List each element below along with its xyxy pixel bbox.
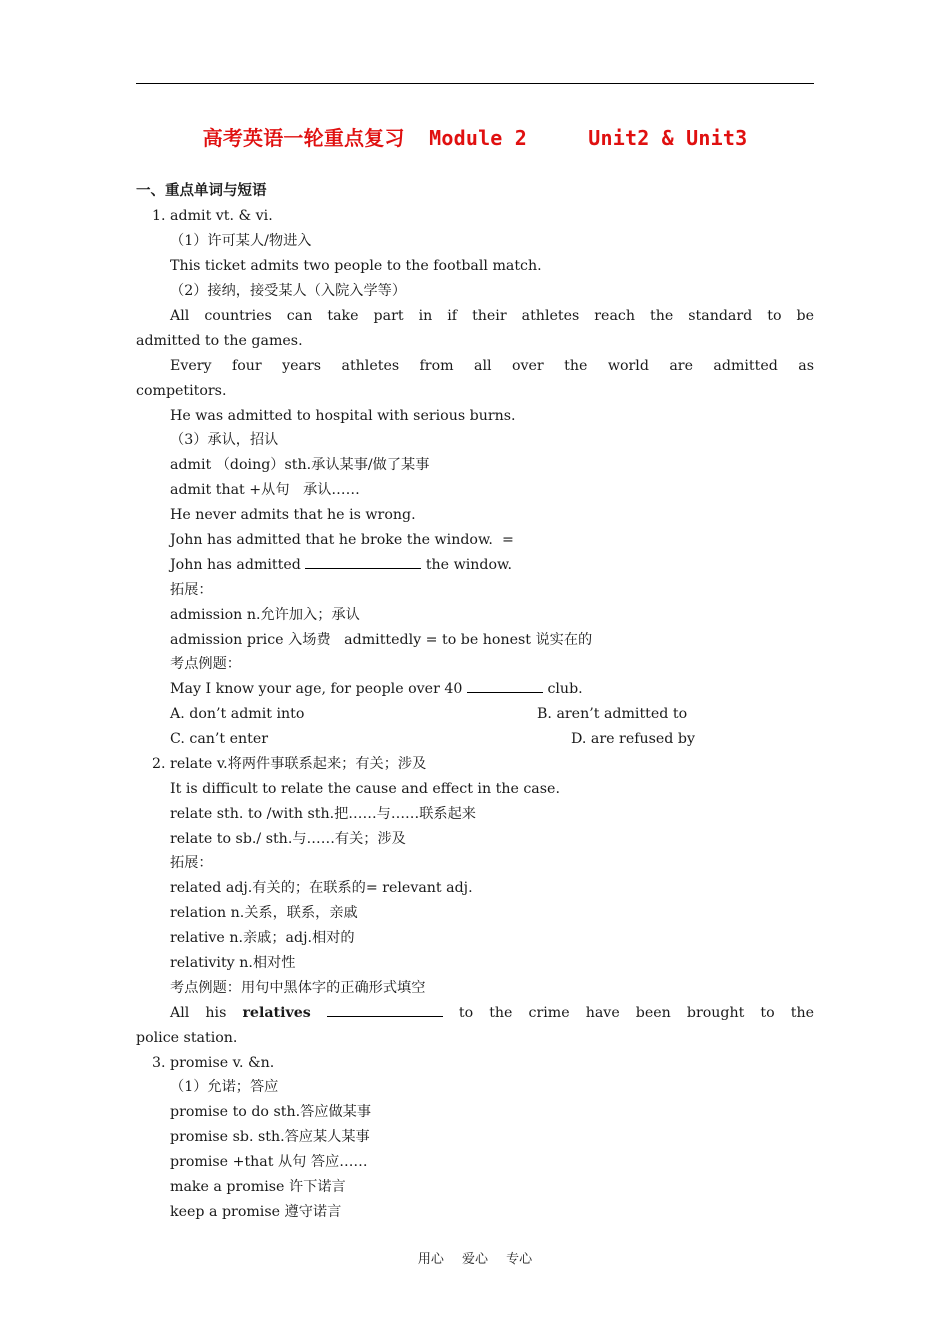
- extension-label: 拓展：: [170, 582, 213, 598]
- extension-item: related adj.有关的；在联系的= relevant adj.: [170, 880, 473, 896]
- sense-3: （3）承认，招认: [170, 432, 279, 448]
- word-relate-heading: 2. relate v.将两件事联系起来；有关；涉及: [152, 756, 427, 772]
- question-part: to the crime have been brought to the: [458, 1005, 814, 1021]
- question-part: club.: [542, 681, 583, 697]
- example-sentence: He was admitted to hospital with serious burns.: [170, 408, 516, 424]
- exercise-label: 考点例题：用句中黑体字的正确形式填空: [170, 980, 426, 996]
- phrase: promise sb. sth.答应某人某事: [170, 1129, 370, 1145]
- phrase: make a promise 许下诺言: [170, 1179, 346, 1195]
- phrase: relate sth. to /with sth.把……与……联系起来: [170, 806, 476, 822]
- word-promise-heading: 3. promise v. &n.: [152, 1055, 275, 1071]
- exercise-label: 考点例题：: [170, 656, 241, 672]
- phrase: promise to do sth.答应做某事: [170, 1104, 372, 1120]
- phrase: keep a promise 遵守诺言: [170, 1204, 342, 1220]
- extension-item: admission price 入场费 admittedly = to be honest 说实在的: [170, 632, 593, 648]
- page-footer: 用心 爱心 专心: [417, 1252, 533, 1267]
- option-d[interactable]: D. are refused by: [571, 731, 695, 747]
- question-part: May I know your age, for people over 40: [170, 681, 467, 697]
- extension-item: relativity n.相对性: [170, 955, 296, 971]
- sense-1: （1）允诺；答应: [170, 1079, 279, 1095]
- phrase: relate to sb./ sth.与……有关；涉及: [170, 831, 406, 847]
- sense-2: （2）接纳，接受某人（入院入学等）: [170, 283, 407, 299]
- exercise-question: [170, 1003, 814, 1023]
- phrase: admit that +从句 承认……: [170, 482, 360, 498]
- example-sentence: It is difficult to relate the cause and effect in the case.: [170, 781, 560, 797]
- fill-in-sentence: [170, 555, 512, 575]
- example-sentence: Every four years athletes from all over the world are admitted as: [170, 358, 814, 374]
- answer-blank[interactable]: [305, 556, 421, 569]
- extension-item: relative n.亲戚；adj.相对的: [170, 930, 355, 946]
- answer-blank[interactable]: [327, 1004, 443, 1017]
- bold-keyword: relatives: [242, 1005, 311, 1021]
- extension-item: admission n.允许加入；承认: [170, 607, 360, 623]
- example-sentence: He never admits that he is wrong.: [170, 507, 416, 523]
- section-heading: 一、重点单词与短语: [136, 183, 267, 199]
- word-admit-heading: 1. admit vt. & vi.: [152, 208, 273, 224]
- question-part: All his: [170, 1005, 227, 1021]
- example-sentence-cont: competitors.: [136, 383, 227, 399]
- page-title: 高考英语一轮重点复习 Module 2 Unit2 & Unit3: [202, 126, 748, 150]
- example-sentence: All countries can take part in if their athletes reach the standard to be: [170, 308, 814, 324]
- example-sentence: John has admitted that he broke the window. =: [170, 532, 514, 548]
- phrase: promise +that 从句 答应……: [170, 1154, 368, 1170]
- phrase: admit （doing）sth.承认某事/做了某事: [170, 457, 430, 473]
- example-sentence: This ticket admits two people to the football match.: [170, 258, 542, 274]
- sense-1: （1）许可某人/物进入: [170, 233, 312, 249]
- example-sentence-cont: admitted to the games.: [136, 333, 303, 349]
- extension-label: 拓展：: [170, 855, 213, 871]
- exercise-question: [170, 679, 583, 699]
- option-b[interactable]: B. aren’t admitted to: [537, 706, 688, 722]
- header-rule: [136, 83, 814, 84]
- option-a[interactable]: A. don’t admit into: [170, 706, 305, 722]
- extension-item: relation n.关系，联系，亲戚: [170, 905, 358, 921]
- sentence-part: John has admitted: [170, 557, 306, 573]
- option-c[interactable]: C. can’t enter: [170, 731, 269, 747]
- answer-blank[interactable]: [467, 680, 543, 693]
- exercise-question-cont: police station.: [136, 1030, 238, 1046]
- sentence-part: the window.: [421, 557, 512, 573]
